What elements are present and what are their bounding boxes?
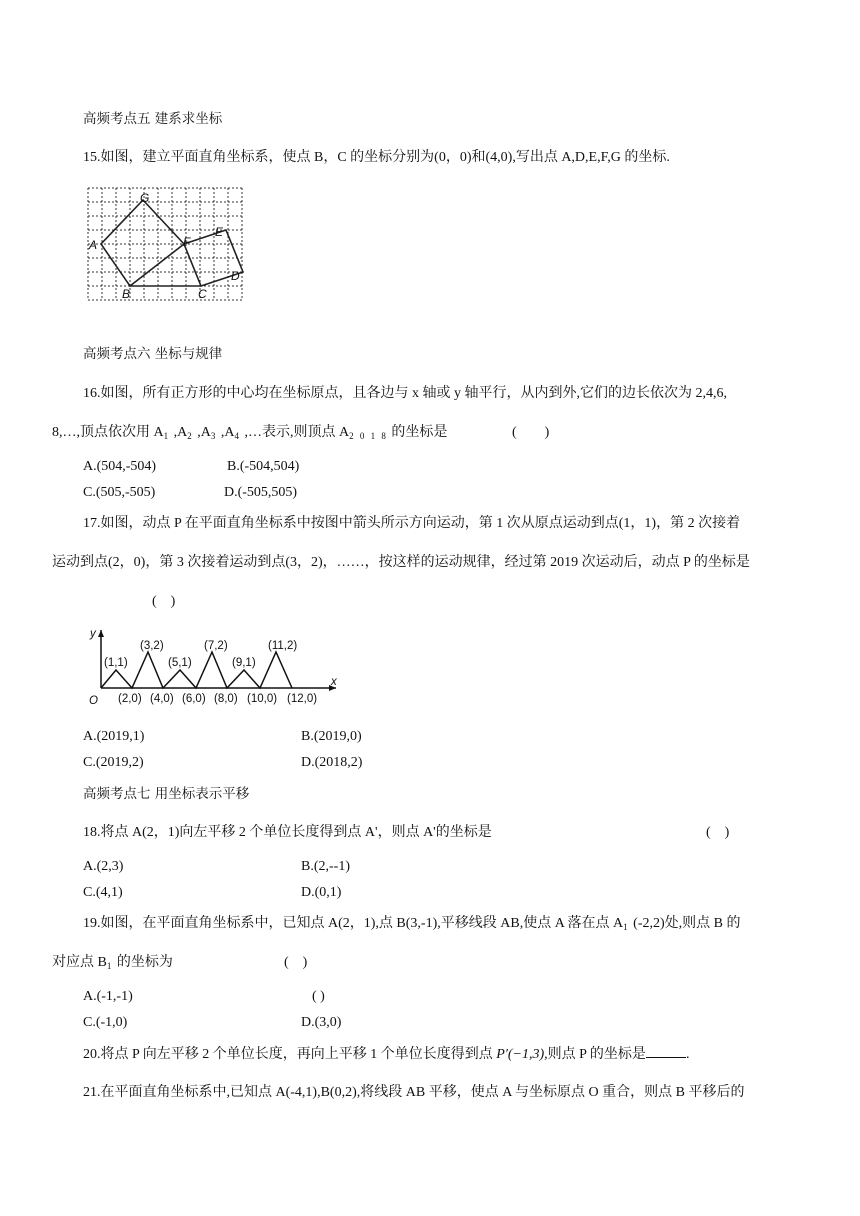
q17-zigzag-path <box>101 652 292 688</box>
question-16-line1: 16.如图，所有正方形的中心均在坐标原点，且各边与 x 轴或 y 轴平行，从内到外,它们的边长依次为 2,4,6, <box>83 386 727 401</box>
question-18: 18.将点 A(2，1)向左平移 2 个单位长度得到点 A'，则点 A'的坐标是 <box>83 825 492 840</box>
q16-option-c: C.(505,-505) <box>83 485 156 500</box>
question-19-line1: 19.如图，在平面直角坐标系中，已知点 A(2，1),点 B(3,-1),平移线段 AB,使点 A 落在点 $A_1$ (-2,2)处,则点 B 的 <box>83 916 741 932</box>
q17-axis-x-label: x <box>331 676 337 688</box>
question-16-answer-paren: ( ) <box>512 425 550 440</box>
question-17-line2: 运动到点(2，0)，第 3 次接着运动到点(3，2)，……，按这样的运动规律，经过第 2019 次运动后，动点 P 的坐标是 <box>52 555 750 570</box>
question-20: 20.将点 P 向左平移 2 个单位长度，再向上平移 1 个单位长度得到点 P′(−1,3),则点 P 的坐标是 . <box>83 1047 690 1062</box>
q17-bottom-label: (2,0) <box>118 693 142 705</box>
q17-axis-y-label: y <box>90 628 96 640</box>
q18-option-b: B.(2,--1) <box>301 859 350 874</box>
q16-option-b: B.(-504,504) <box>227 459 300 474</box>
q17-option-c: C.(2019,2) <box>83 755 144 770</box>
q15-label-c: C <box>198 287 207 301</box>
q17-option-b: B.(2019,0) <box>301 729 362 744</box>
q17-top-label: (3,2) <box>140 640 164 652</box>
q17-origin-label: O <box>89 695 98 707</box>
answer-blank[interactable] <box>646 1045 686 1058</box>
q17-top-label: (11,2) <box>268 640 298 652</box>
q17-bottom-label: (4,0) <box>150 693 174 705</box>
section-heading-5: 高频考点五 建系求坐标 <box>83 111 223 127</box>
q16-option-a: A.(504,-504) <box>83 459 157 474</box>
section-heading-6: 高频考点六 坐标与规律 <box>83 346 223 362</box>
question-19-line2: 对应点 $B_1$ 的坐标为 <box>52 955 173 971</box>
question-21: 21.在平面直角坐标系中,已知点 A(-4,1),B(0,2),将线段 AB 平移，使点 A 与坐标原点 O 重合，则点 B 平移后的 <box>83 1085 745 1100</box>
question-17-answer-paren: ( ) <box>152 594 176 609</box>
q17-bottom-label: (6,0) <box>182 693 206 705</box>
q18-option-c: C.(4,1) <box>83 885 123 900</box>
section-heading-7: 高频考点七 用坐标表示平移 <box>83 786 250 802</box>
q17-top-label: (5,1) <box>168 657 192 669</box>
q18-option-d: D.(0,1) <box>301 885 342 900</box>
q17-top-label: (9,1) <box>232 657 256 669</box>
q17-option-d: D.(2018,2) <box>301 755 363 770</box>
q17-top-label: (7,2) <box>204 640 228 652</box>
question-19-answer-paren: ( ) <box>284 955 308 970</box>
q15-label-g: G <box>140 191 150 205</box>
q19-option-d: D.(3,0) <box>301 1015 342 1030</box>
q16-option-d: D.(-505,505) <box>224 485 298 500</box>
q17-option-a: A.(2019,1) <box>83 729 145 744</box>
q19-option-b: ( ) <box>312 989 325 1004</box>
q15-grid-figure <box>84 186 250 304</box>
q19-option-c: C.(-1,0) <box>83 1015 128 1030</box>
q17-bottom-label: (10,0) <box>247 693 278 705</box>
q18-option-a: A.(2,3) <box>83 859 124 874</box>
q17-path-figure <box>84 626 344 708</box>
q15-label-e: E <box>215 225 224 239</box>
q19-option-a: A.(-1,-1) <box>83 989 133 1004</box>
q17-top-label: (1,1) <box>104 657 128 669</box>
question-17-line1: 17.如图，动点 P 在平面直角坐标系中按图中箭头所示方向运动，第 1 次从原点运动到点(1，1)，第 2 次接着 <box>83 516 741 531</box>
q15-label-b: B <box>122 287 131 301</box>
question-16-line2: 8,…,顶点依次用 $A_1$ $,A_2$ $,A_3$ $,A_4$ ,…表示,则顶点 $A_{2 0 1 8}$ 的坐标是 <box>52 425 448 441</box>
question-18-answer-paren: ( ) <box>706 825 730 840</box>
q17-bottom-label: (12,0) <box>287 693 318 705</box>
q15-label-d: D <box>231 269 240 283</box>
question-15: 15.如图，建立平面直角坐标系，使点 B，C 的坐标分别为(0，0)和(4,0),写出点 A,D,E,F,G 的坐标. <box>83 150 670 165</box>
q17-bottom-label: (8,0) <box>214 693 238 705</box>
q15-label-f: F <box>183 235 191 249</box>
q15-label-a: A <box>89 238 98 252</box>
